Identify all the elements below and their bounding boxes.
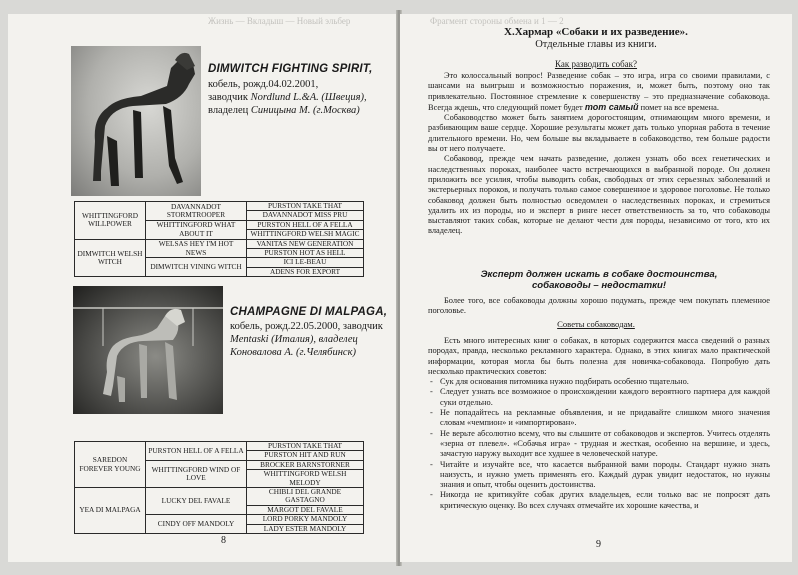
dog-photo-dimwitch (71, 46, 201, 196)
paragraph: Собаковод, прежде чем начать разведение, должен узнать обо всех генетических и наследственных пороках, наиболее часто встречающихся в выбранной породе. Он должен приложить все усилия, чтобы выводить собак, свободных от этих серьезных заболеваний и экстерьерных пороков, и получать только самое совершенное и здоровое поголовье. Не только собаковод должен быть полностью осведомлен о наследственных пороках, и стремиться удалить их из породы, но и эксперт в ринге несет ответственность за то, что собаководы выставляют таких собак, которые не делают чести для породы, независимо от того, кто их владелец. (428, 154, 770, 236)
pedigree-grandparent: WHITTINGFORD WHAT ABOUT IT (146, 220, 247, 239)
dog1-owner: Синицына М. (г.Москва) (250, 105, 360, 116)
pedigree-great: PURSTON TAKE THAT (247, 202, 364, 211)
emphasis-callout: Эксперт должен искать в собаке достоинства, собаководы – недостатки! (480, 269, 718, 291)
left-page (8, 14, 399, 562)
dog2-pedigree-table (74, 441, 364, 534)
tips-list (428, 377, 770, 511)
page-number-right: 9 (596, 539, 601, 550)
pedigree-great: ICI LE-BEAU (247, 258, 364, 267)
dog2-name: CHAMPAGNE DI MALPAGA, (230, 306, 388, 318)
dog1-line1: кобель, рожд.04.02.2001, (208, 79, 319, 90)
pedigree-dam: DIMWITCH WELSH WITCH (75, 239, 146, 277)
pedigree-great: PURSTON TAKE THAT (247, 442, 364, 451)
pedigree-sire: WHITTINGFORD WILLPOWER (75, 202, 146, 240)
article-subtitle: Отдельные главы из книги. (535, 39, 657, 50)
paragraph: Это колоссальный вопрос! Разведение собак – это игра, игра со своими правилами, с шансами на выигрыш и возможностью поражения, и, может быть, поэтому оно так привлекательно. Постоянное стремление к совершенству – это предназначение собаковода. Всегда ждешь, что следующий помет будет тот самый помет на все времена. (428, 71, 770, 112)
pedigree-great: VANITAS NEW GENERATION (247, 239, 364, 248)
pedigree-great: LADY ESTER MANDOLY (247, 524, 364, 533)
tip-item: - Не попадайтесь на рекламные объявления, и не придавайте слишком много значения словам «чемпион» и «импортирован». (428, 408, 770, 429)
pedigree-dam: YEA DI MALPAGA (75, 488, 146, 534)
dog2-owner: Коновалова А. (г.Челябинск) (230, 347, 356, 358)
dog-photo-champagne (73, 286, 223, 414)
pedigree-great: BROCKER BARNSTORNER (247, 460, 364, 469)
tip-item: - Сук для основания питомника нужно подбирать особенно тщательно. (428, 377, 770, 387)
dog2-line2: Mentaski (Италия), владелец (230, 334, 358, 345)
pedigree-great: PURSTON HIT AND RUN (247, 451, 364, 460)
tip-item: - Читайте и изучайте все, что касается выбранной вами породы. Стандарт нужно знать наизусть, и нужно уметь применять его. Каждый дурак увидит недостаток, но нужны знания и опыт, чтобы оценить достоинства. (428, 460, 770, 491)
dog2-breeder: Mentaski (230, 334, 269, 345)
pedigree-great: ADENS FOR EXPORT (247, 267, 364, 276)
pedigree-grandparent: DIMWITCH VINING WITCH (146, 258, 247, 277)
pedigree-grandparent: PURSTON HELL OF A FELLA (146, 442, 247, 461)
tip-item: - Не верьте абсолютно всему, что вы слышите от собаководов и экспертов. Учитесь отделять «зерна от плевел». «Собачья игра» - трудная и жесткая, особенно на вершине, и здесь, зачастую наружу выходит все худшее в человеческой натуре. (428, 429, 770, 460)
pedigree-great: WHITTINGFORD WELSH MELODY (247, 470, 364, 488)
article-author-title: Х.Хармар «Собаки и их разведение». (504, 26, 688, 38)
article-body-part3 (428, 336, 770, 511)
bleed-through-text: Жизнь — Вкладыш — Новый эльбер (208, 16, 351, 26)
bleed-through-text: Фрагмент стороны обмена и 1 — 2 (430, 16, 564, 26)
tip-item: - Следует узнать все возможное о происхождении каждого вероятного партнера для каждой суки отдельно. (428, 387, 770, 408)
article-body-part2 (428, 296, 770, 317)
dog2-line3 (230, 346, 383, 359)
section-heading-tips: Советы собаководам. (557, 319, 635, 329)
pedigree-great: MARGOT DEL FAVALE (247, 505, 364, 514)
article-body-part1 (428, 71, 770, 237)
dog2-info (230, 320, 383, 359)
dog1-name: DIMWITCH FIGHTING SPIRIT, (208, 63, 373, 75)
section-heading-how-to-breed: Как разводить собак? (554, 59, 638, 69)
pedigree-grandparent: DAVANNADOT STORMTROOPER (146, 202, 247, 221)
pedigree-great: DAVANNADOT MISS PRU (247, 211, 364, 220)
dog1-line2: заводчик Nordlund L.&A. (Швеция), (208, 92, 367, 103)
pedigree-grandparent: WELSAS HEY I'M HOT NEWS (146, 239, 247, 258)
pedigree-great: CHIBLI DEL GRANDE GASTAGNO (247, 488, 364, 506)
page-number-left: 8 (221, 535, 226, 546)
right-page (400, 14, 792, 562)
dog1-line3: владелец Синицына М. (г.Москва) (208, 105, 360, 116)
highlight-text: тот самый (584, 101, 639, 112)
pedigree-grandparent: WHITTINGFORD WIND OF LOVE (146, 460, 247, 487)
paragraph: Более того, все собаководы должны хорошо подумать, прежде чем покупать племенное поголовье. (428, 296, 770, 316)
paragraph: Есть много интересных книг о собаках, в которых содержится масса сведений о разных породах, правда, несколько рекламного характера. Однако, в этих книгах мало практической информации, которая могла бы быть полезна для новичка-собаковода. Попробую дать несколько практических советов: (428, 336, 770, 376)
pedigree-grandparent: LUCKY DEL FAVALE (146, 488, 247, 515)
dog1-breeder: Nordlund L.&A. (250, 92, 319, 103)
pedigree-great: PURSTON HOT AS HELL (247, 249, 364, 258)
pedigree-grandparent: CINDY OFF MANDOLY (146, 515, 247, 534)
paragraph: Собаководство может быть занятием дорогостоящим, отнимающим много времени, и разбивающим ваше сердце. Хорошие результаты может дать только упорная работа в течение длительного времени. Но, чем больше вы вкладываете в собаководство, тем больше радости вы от него получаете. (428, 113, 770, 154)
pedigree-sire: SAREDON FOREVER YOUNG (75, 442, 146, 488)
dog1-pedigree-table (74, 201, 364, 277)
pedigree-great: WHITTINGFORD WELSH MAGIC (247, 230, 364, 239)
dog1-info (208, 78, 367, 117)
pedigree-great: LORD PORKY MANDOLY (247, 515, 364, 524)
dog2-line1: кобель, рожд.22.05.2000, заводчик (230, 321, 383, 332)
tip-item: - Никогда не критикуйте собак других владельцев, если только вас не попросят дать критическую оценку. Во всех случаях отмечайте их хорошие качества, и (428, 490, 770, 511)
pedigree-great: PURSTON HELL OF A FELLA (247, 220, 364, 229)
